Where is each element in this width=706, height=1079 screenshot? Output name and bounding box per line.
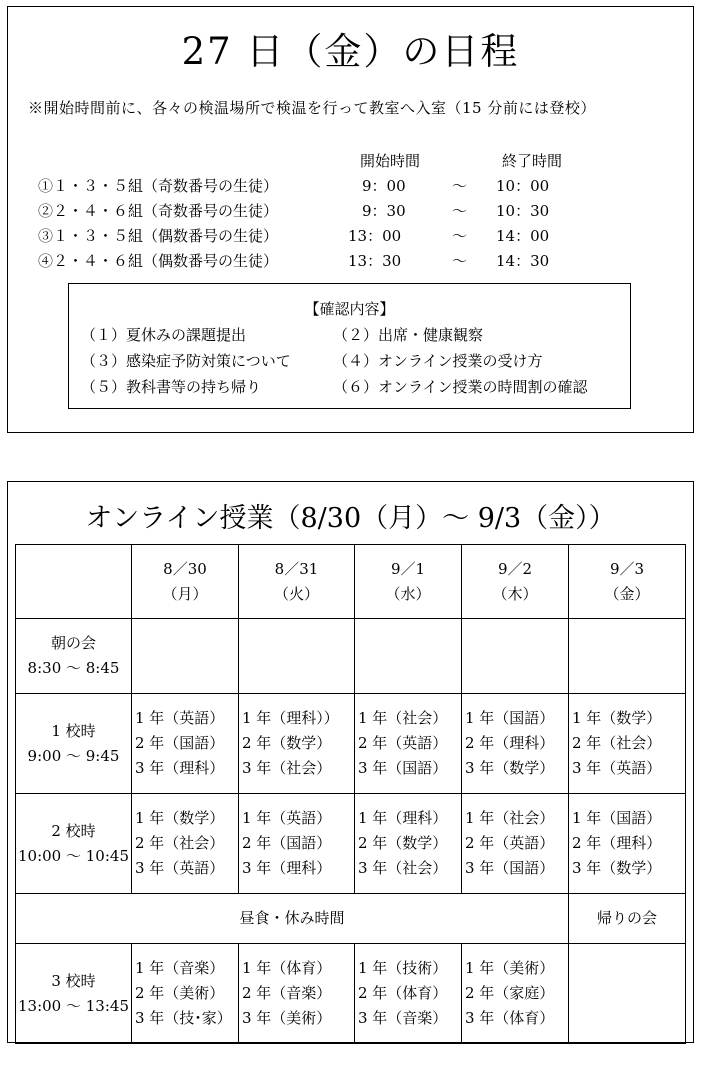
class-cell: 1 年（社会） 2 年（英語） 3 年（国語） xyxy=(355,694,462,794)
row-label: ①１・３・５組（奇数番号の生徒） xyxy=(38,177,279,195)
row-end: 14：30 xyxy=(496,252,550,270)
end-time-header: 終了時間 xyxy=(502,152,563,170)
timetable xyxy=(15,544,686,1044)
class-cell xyxy=(569,944,686,1044)
class-cell xyxy=(132,619,239,694)
class-cell: 1 年（数学） 2 年（社会） 3 年（英語） xyxy=(132,794,239,894)
class-cell: 1 年（社会） 2 年（英語） 3 年（国語） xyxy=(462,794,569,894)
period-cell: 1 校時 9:00 ～ 9:45 xyxy=(16,694,132,794)
day-header: 8／31 （火） xyxy=(239,545,355,619)
row-sep: ～ xyxy=(452,202,468,220)
homeroom-end-cell: 帰りの会 xyxy=(569,894,686,944)
day-header: 9／1 （水） xyxy=(355,545,462,619)
row-start: 9：30 xyxy=(362,202,406,220)
confirm-item: （２）出席・健康観察 xyxy=(333,326,484,344)
confirm-box xyxy=(68,283,631,409)
row-sep: ～ xyxy=(452,227,468,245)
table-row xyxy=(16,944,686,1044)
class-cell: 1 年（体育） 2 年（音楽） 3 年（美術） xyxy=(239,944,355,1044)
schedule-row xyxy=(38,250,598,272)
confirm-title: 【確認内容】 xyxy=(304,300,395,318)
table-header-row xyxy=(16,545,686,619)
table-row xyxy=(16,619,686,694)
class-cell: 1 年（美術） 2 年（家庭） 3 年（体育） xyxy=(462,944,569,1044)
entry-note: ※開始時間前に、各々の検温場所で検温を行って教室へ入室（15 分前には登校） xyxy=(28,99,596,117)
class-cell: 1 年（英語） 2 年（国語） 3 年（理科） xyxy=(132,694,239,794)
class-cell: 1 年（国語） 2 年（理科） 3 年（数学） xyxy=(462,694,569,794)
online-schedule-box xyxy=(7,481,694,1043)
confirm-item: （５）教科書等の持ち帰り xyxy=(81,378,262,396)
day-header: 9／2 （木） xyxy=(462,545,569,619)
schedule-row xyxy=(38,200,598,222)
online-title: オンライン授業（8/30（月）～ 9/3（金）） xyxy=(85,503,616,534)
schedule-row xyxy=(38,175,598,197)
class-cell xyxy=(569,619,686,694)
class-cell: 1 年（技術） 2 年（体育） 3 年（音楽） xyxy=(355,944,462,1044)
lunch-cell: 昼食・休み時間 xyxy=(16,894,569,944)
class-cell: 1 年（理科）） 2 年（数学） 3 年（社会） xyxy=(239,694,355,794)
confirm-item: （１）夏休みの課題提出 xyxy=(81,326,247,344)
row-start: 9：00 xyxy=(362,177,406,195)
class-cell xyxy=(462,619,569,694)
row-label: ④２・４・６組（偶数番号の生徒） xyxy=(38,252,279,270)
row-label: ②２・４・６組（奇数番号の生徒） xyxy=(38,202,279,220)
start-time-header: 開始時間 xyxy=(360,152,421,170)
corner-cell xyxy=(16,545,132,619)
period-cell: 3 校時 13:00 ～ 13:45 xyxy=(16,944,132,1044)
class-cell xyxy=(355,619,462,694)
row-sep: ～ xyxy=(452,252,468,270)
class-cell xyxy=(239,619,355,694)
schedule-row xyxy=(38,225,598,247)
row-start: 13：30 xyxy=(348,252,402,270)
table-row xyxy=(16,794,686,894)
day-header: 9／3 （金） xyxy=(569,545,686,619)
class-cell: 1 年（音楽） 2 年（美術） 3 年（技･家） xyxy=(132,944,239,1044)
table-row xyxy=(16,694,686,794)
class-cell: 1 年（数学） 2 年（社会） 3 年（英語） xyxy=(569,694,686,794)
row-sep: ～ xyxy=(452,177,468,195)
row-start: 13：00 xyxy=(348,227,402,245)
class-cell: 1 年（英語） 2 年（国語） 3 年（理科） xyxy=(239,794,355,894)
day-title: 27 日（金）の日程 xyxy=(181,30,520,73)
row-end: 10：30 xyxy=(496,202,550,220)
row-end: 10：00 xyxy=(496,177,550,195)
class-cell: 1 年（国語） 2 年（理科） 3 年（数学） xyxy=(569,794,686,894)
day-schedule-box xyxy=(7,6,694,433)
confirm-item: （４）オンライン授業の受け方 xyxy=(333,352,543,370)
period-cell: 2 校時 10:00 ～ 10:45 xyxy=(16,794,132,894)
row-label: ③１・３・５組（偶数番号の生徒） xyxy=(38,227,279,245)
confirm-item: （３）感染症予防対策について xyxy=(81,352,291,370)
row-end: 14：00 xyxy=(496,227,550,245)
class-cell: 1 年（理科） 2 年（数学） 3 年（社会） xyxy=(355,794,462,894)
period-cell: 朝の会 8:30 ～ 8:45 xyxy=(16,619,132,694)
table-row xyxy=(16,894,686,944)
day-header: 8／30 （月） xyxy=(132,545,239,619)
confirm-item: （６）オンライン授業の時間割の確認 xyxy=(333,378,588,396)
